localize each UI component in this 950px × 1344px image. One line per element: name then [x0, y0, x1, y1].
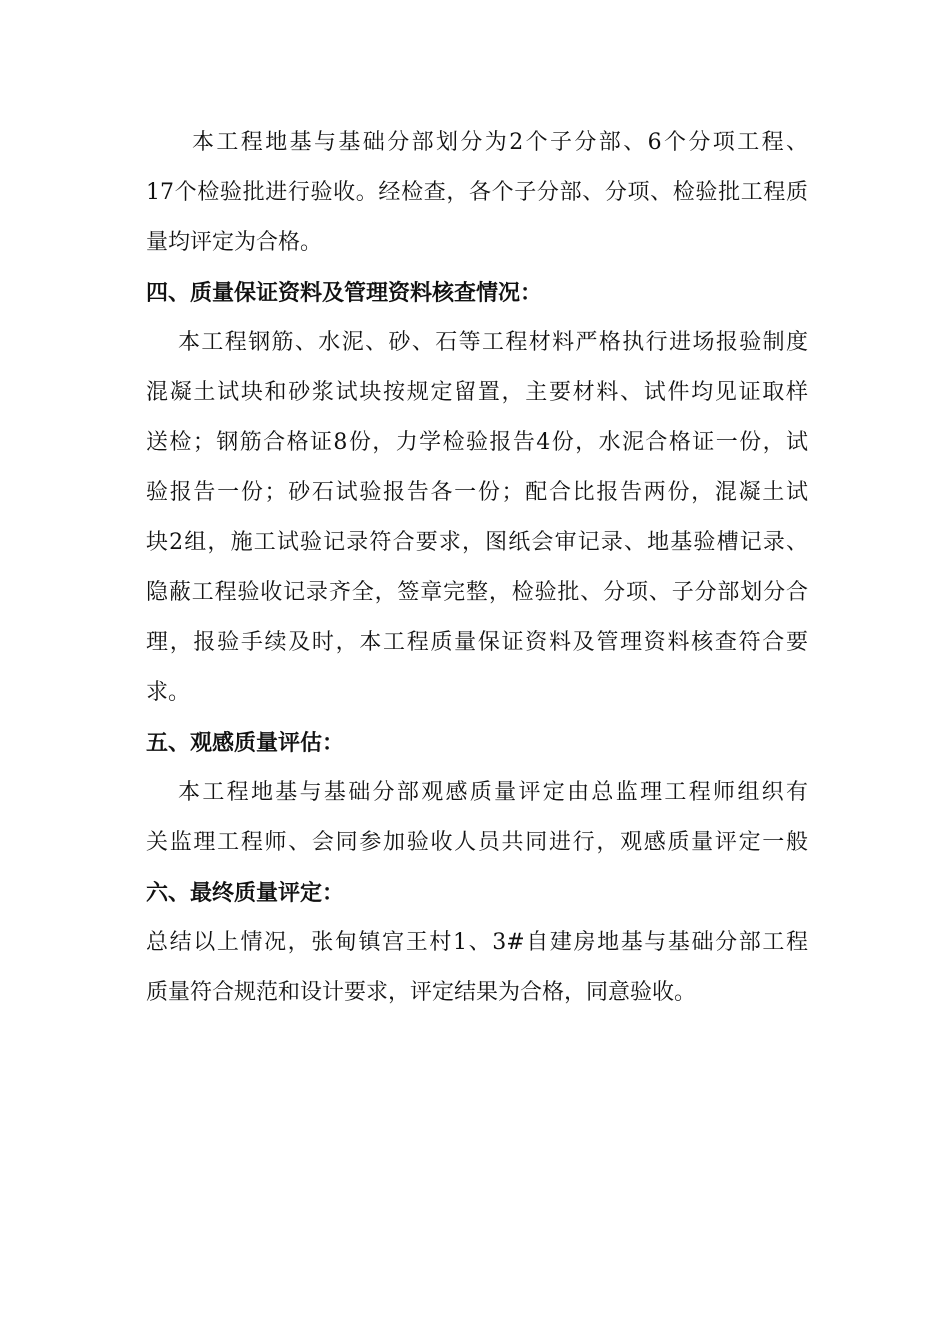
section-six-heading: 六、最终质量评定： — [146, 880, 345, 906]
document-page — [146, 118, 808, 1018]
section-five-heading: 五、观感质量评估： — [146, 730, 345, 756]
section-six-line-2: 质量符合规范和设计要求，评定结果为合格，同意验收。 — [146, 980, 697, 1005]
intro-line-1: 本工程地基与基础分部划分为2个子分部、6个分项工程、 — [192, 130, 808, 155]
section-six — [146, 868, 808, 1018]
section-four-heading: 四、质量保证资料及管理资料核查情况： — [146, 280, 543, 306]
section-six-line-1: 总结以上情况，张甸镇宫王村1、3#自建房地基与基础分部工程 — [146, 930, 808, 955]
section-four — [146, 268, 808, 718]
intro-line-3: 量均评定为合格。 — [146, 230, 323, 255]
section-four-line-6: 隐蔽工程验收记录齐全，签章完整，检验批、分项、子分部划分合 — [146, 580, 808, 605]
section-four-line-8: 求。 — [146, 680, 191, 705]
section-five-line-1: 本工程地基与基础分部观感质量评定由总监理工程师组织有 — [178, 780, 808, 805]
section-four-line-3: 送检；钢筋合格证8份，力学检验报告4份，水泥合格证一份，试 — [146, 430, 808, 455]
section-five — [146, 718, 808, 868]
intro-line-2: 17个检验批进行验收。经检查，各个子分部、分项、检验批工程质 — [146, 180, 808, 205]
section-four-line-1: 本工程钢筋、水泥、砂、石等工程材料严格执行进场报验制度 — [178, 330, 808, 355]
section-four-line-7: 理，报验手续及时，本工程质量保证资料及管理资料核查符合要 — [146, 630, 808, 655]
section-four-line-4: 验报告一份；砂石试验报告各一份；配合比报告两份，混凝土试 — [146, 480, 808, 505]
section-five-line-2: 关监理工程师、会同参加验收人员共同进行，观感质量评定一般 — [146, 830, 808, 855]
section-four-line-2: 混凝土试块和砂浆试块按规定留置，主要材料、试件均见证取样 — [146, 380, 808, 405]
section-intro — [146, 118, 808, 268]
section-four-line-5: 块2组，施工试验记录符合要求，图纸会审记录、地基验槽记录、 — [146, 530, 808, 555]
